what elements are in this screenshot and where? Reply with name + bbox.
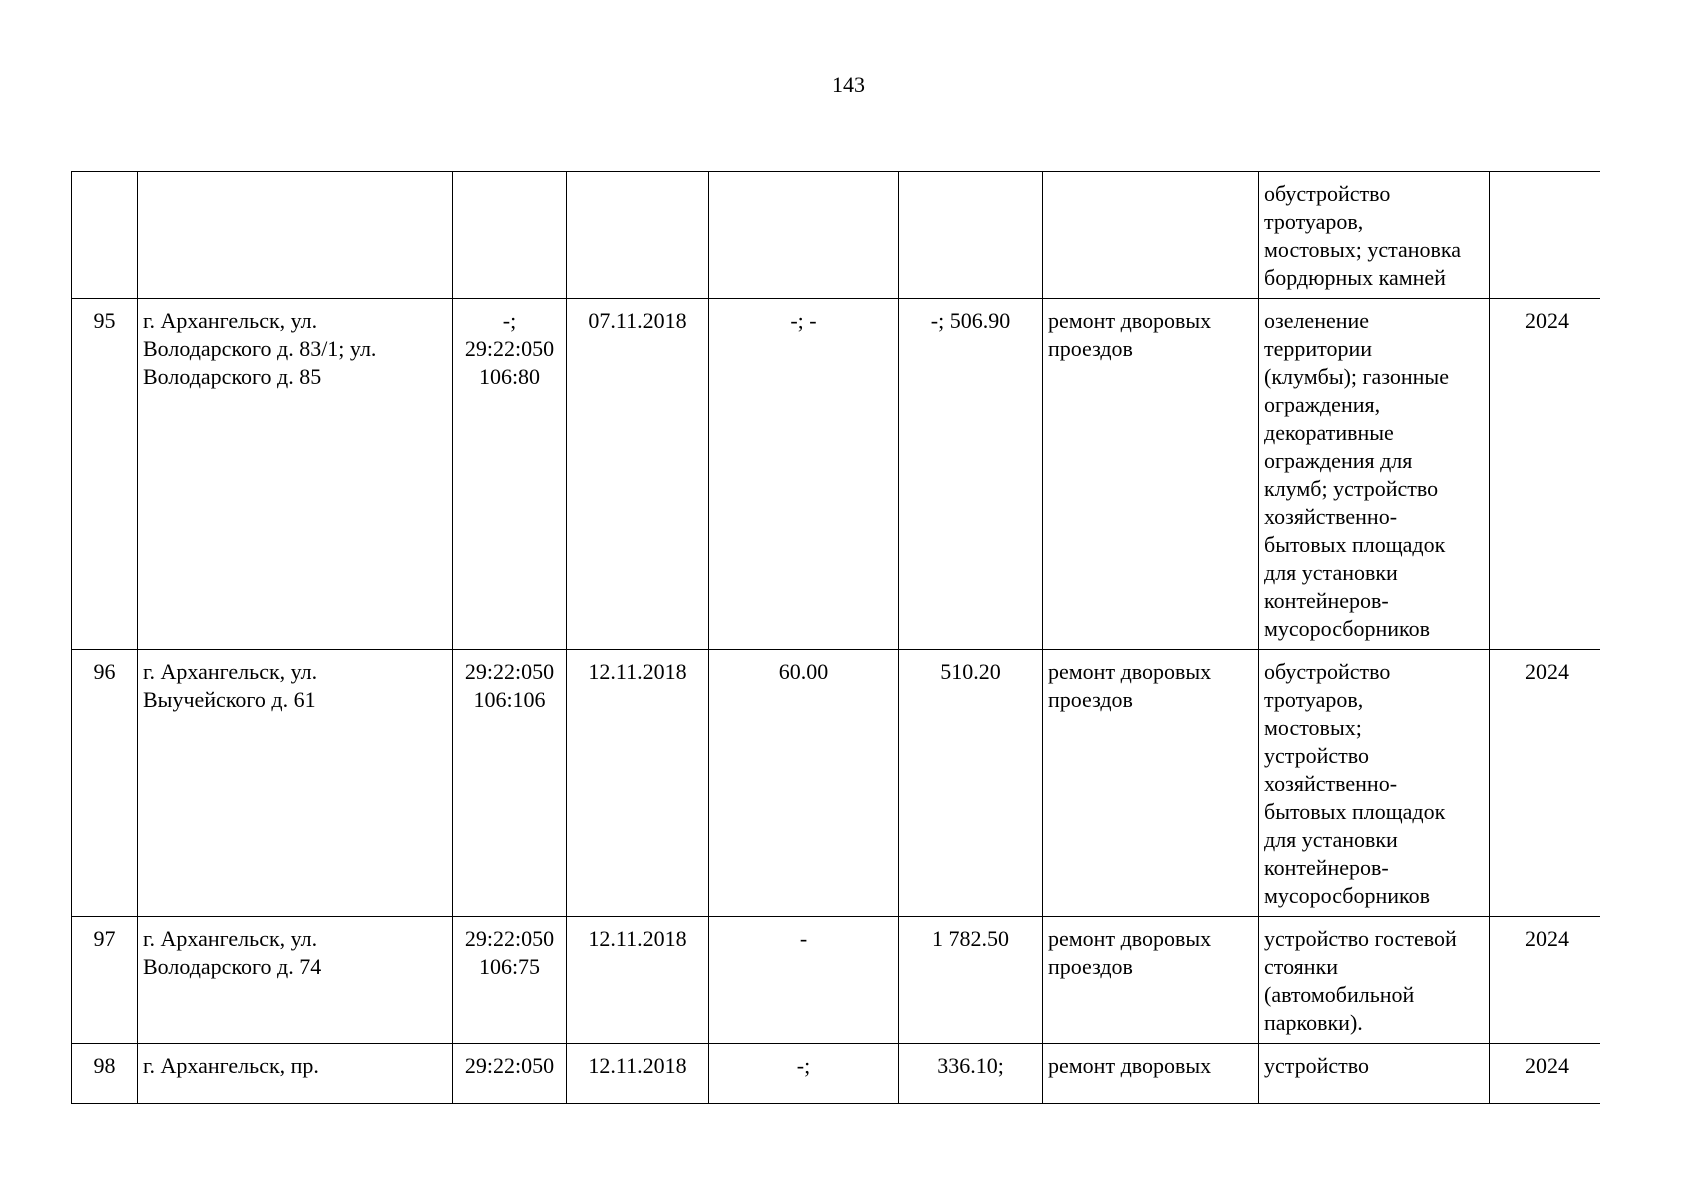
table-row xyxy=(72,917,1601,1044)
cell-address-line: г. Архангельск, ул. xyxy=(143,659,318,684)
page-number: 143 xyxy=(832,72,865,97)
cell-improvements-line: устройство xyxy=(1264,1053,1370,1078)
cell-value-b xyxy=(899,1044,1043,1104)
cell-address xyxy=(138,650,453,917)
cell-year xyxy=(1490,299,1601,650)
cell-work-type-line: ремонт дворовых xyxy=(1048,1053,1212,1078)
cell-date-text: 12.11.2018 xyxy=(588,1053,687,1078)
cell-row-number xyxy=(72,650,138,917)
cell-improvements-line: бордюрных камней xyxy=(1264,265,1446,290)
cell-row-number-text: 98 xyxy=(93,1053,116,1078)
cell-year xyxy=(1490,172,1601,299)
cell-improvements-line: устройство xyxy=(1264,743,1370,768)
cell-value-a xyxy=(709,299,899,650)
cell-value-b-text: -; 506.90 xyxy=(930,308,1011,333)
cell-year-text: 2024 xyxy=(1525,1053,1569,1078)
cell-cadastral-number-line: 29:22:050 xyxy=(464,336,555,361)
cell-improvements-line: контейнеров- xyxy=(1264,855,1389,880)
cell-address xyxy=(138,917,453,1044)
cell-improvements-line: контейнеров- xyxy=(1264,588,1389,613)
cell-value-b xyxy=(899,299,1043,650)
cell-address-line: Володарского д. 85 xyxy=(143,364,322,389)
cell-year xyxy=(1490,650,1601,917)
cell-improvements-line: декоративные xyxy=(1264,420,1394,445)
cell-improvements xyxy=(1259,299,1490,650)
cell-year-text: 2024 xyxy=(1525,659,1569,684)
cell-year-text: 2024 xyxy=(1525,308,1569,333)
cell-row-number xyxy=(72,172,138,299)
cell-improvements-line: ограждения для xyxy=(1264,448,1413,473)
table-row xyxy=(72,650,1601,917)
cell-cadastral-number xyxy=(453,650,567,917)
cell-improvements-line: парковки). xyxy=(1264,1010,1363,1035)
cell-row-number xyxy=(72,1044,138,1104)
cell-year xyxy=(1490,917,1601,1044)
cell-date xyxy=(567,172,709,299)
cell-value-a-text: -; xyxy=(796,1053,811,1078)
cell-improvements-line: мостовых; xyxy=(1264,715,1362,740)
cell-cadastral-number xyxy=(453,917,567,1044)
cell-address xyxy=(138,172,453,299)
cell-improvements-line: тротуаров, xyxy=(1264,687,1364,712)
cell-date xyxy=(567,299,709,650)
cell-cadastral-number-line: 29:22:050 xyxy=(464,1053,555,1078)
cell-improvements-line: обустройство xyxy=(1264,181,1391,206)
cell-improvements-line: (автомобильной xyxy=(1264,982,1415,1007)
cell-improvements-line: бытовых площадок xyxy=(1264,532,1446,557)
table-container xyxy=(71,171,1600,1121)
cell-row-number-text: 97 xyxy=(93,926,116,951)
cell-value-b xyxy=(899,917,1043,1044)
cell-year xyxy=(1490,1044,1601,1104)
cell-improvements-line: устройство гостевой xyxy=(1264,926,1457,951)
cell-value-b xyxy=(899,172,1043,299)
cell-improvements-line: территории xyxy=(1264,336,1373,361)
cell-value-a xyxy=(709,917,899,1044)
cell-improvements-line: клумб; устройство xyxy=(1264,476,1439,501)
cell-improvements-line: озеленение xyxy=(1264,308,1370,333)
cell-value-a-text: -; - xyxy=(790,308,817,333)
cell-improvements-line: тротуаров, xyxy=(1264,209,1364,234)
cell-work-type xyxy=(1043,1044,1259,1104)
cell-cadastral-number xyxy=(453,172,567,299)
cell-improvements-line: хозяйственно- xyxy=(1264,771,1398,796)
cell-cadastral-number-line: 29:22:050 xyxy=(464,659,555,684)
cell-row-number-text: 96 xyxy=(93,659,116,684)
cell-cadastral-number-line: 29:22:050 xyxy=(464,926,555,951)
cell-value-b xyxy=(899,650,1043,917)
cell-cadastral-number-line: -; xyxy=(502,308,517,333)
cell-improvements-line: для установки xyxy=(1264,560,1398,585)
cell-cadastral-number-line: 106:75 xyxy=(478,954,541,979)
cell-improvements-line: стоянки xyxy=(1264,954,1339,979)
cell-improvements xyxy=(1259,650,1490,917)
cell-date-text: 12.11.2018 xyxy=(588,659,687,684)
cell-improvements xyxy=(1259,172,1490,299)
cell-improvements xyxy=(1259,1044,1490,1104)
table-body xyxy=(72,172,1601,1104)
cell-cadastral-number-line: 106:106 xyxy=(473,687,546,712)
cell-work-type xyxy=(1043,172,1259,299)
cell-value-a xyxy=(709,650,899,917)
cell-improvements-line: мостовых; установка xyxy=(1264,237,1462,262)
cell-address-line: г. Архангельск, ул. xyxy=(143,308,318,333)
cell-work-type-line: ремонт дворовых xyxy=(1048,926,1212,951)
cell-work-type-line: ремонт дворовых xyxy=(1048,659,1212,684)
cell-improvements-line: хозяйственно- xyxy=(1264,504,1398,529)
cell-value-a-text: 60.00 xyxy=(778,659,829,684)
cell-improvements xyxy=(1259,917,1490,1044)
cell-address-line: г. Архангельск, пр. xyxy=(143,1053,319,1078)
cell-work-type-line: проездов xyxy=(1048,336,1133,361)
cell-year-text: 2024 xyxy=(1525,926,1569,951)
cell-value-b-text: 1 782.50 xyxy=(932,926,1009,951)
cell-date-text: 12.11.2018 xyxy=(588,926,687,951)
cell-work-type xyxy=(1043,917,1259,1044)
cell-value-a xyxy=(709,1044,899,1104)
cell-address-line: Володарского д. 74 xyxy=(143,954,322,979)
cell-address xyxy=(138,1044,453,1104)
cell-date xyxy=(567,650,709,917)
cell-work-type-line: проездов xyxy=(1048,687,1133,712)
cell-date-text: 07.11.2018 xyxy=(588,308,687,333)
cell-work-type xyxy=(1043,299,1259,650)
table-row xyxy=(72,1044,1601,1104)
cell-date xyxy=(567,917,709,1044)
improvement-table xyxy=(71,171,1600,1104)
cell-address-line: Выучейского д. 61 xyxy=(143,687,316,712)
cell-work-type-line: проездов xyxy=(1048,954,1133,979)
cell-improvements-line: мусоросборников xyxy=(1264,616,1430,641)
cell-work-type xyxy=(1043,650,1259,917)
cell-improvements-line: для установки xyxy=(1264,827,1398,852)
cell-value-b-text: 336.10; xyxy=(937,1053,1004,1078)
cell-value-a-text: - xyxy=(799,926,808,951)
cell-improvements-line: бытовых площадок xyxy=(1264,799,1446,824)
cell-improvements-line: (клумбы); газонные xyxy=(1264,364,1449,389)
cell-row-number-text: 95 xyxy=(93,308,116,333)
cell-address-line: Володарского д. 83/1; ул. xyxy=(143,336,377,361)
cell-address xyxy=(138,299,453,650)
cell-improvements-line: обустройство xyxy=(1264,659,1391,684)
cell-work-type-line: ремонт дворовых xyxy=(1048,308,1212,333)
cell-improvements-line: ограждения, xyxy=(1264,392,1381,417)
cell-cadastral-number xyxy=(453,1044,567,1104)
table-row xyxy=(72,299,1601,650)
cell-row-number xyxy=(72,299,138,650)
table-row xyxy=(72,172,1601,299)
cell-cadastral-number xyxy=(453,299,567,650)
cell-address-line: г. Архангельск, ул. xyxy=(143,926,318,951)
cell-date xyxy=(567,1044,709,1104)
cell-value-a xyxy=(709,172,899,299)
cell-improvements-line: мусоросборников xyxy=(1264,883,1430,908)
cell-row-number xyxy=(72,917,138,1044)
cell-cadastral-number-line: 106:80 xyxy=(478,364,541,389)
cell-value-b-text: 510.20 xyxy=(940,659,1001,684)
